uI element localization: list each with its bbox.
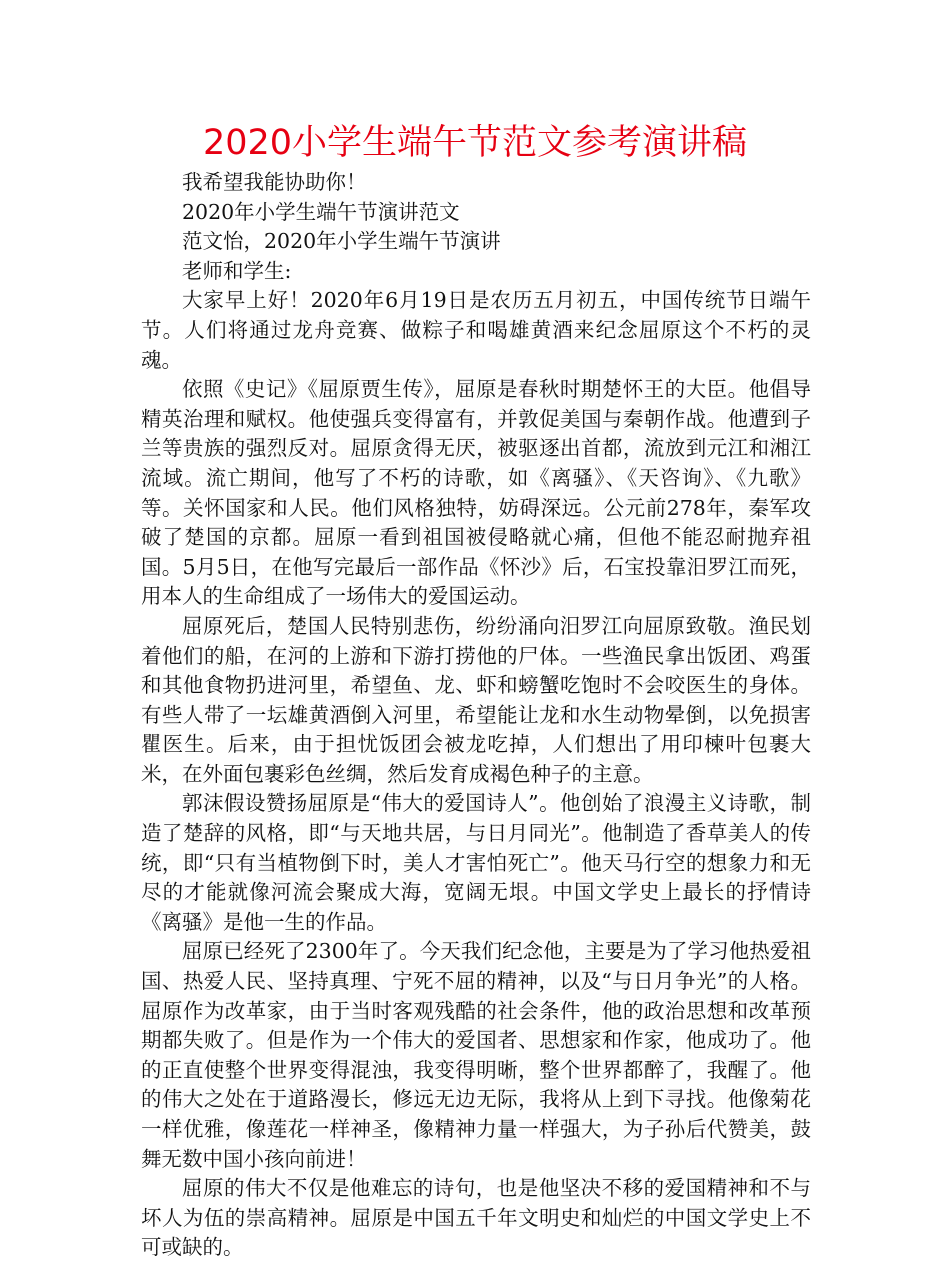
paragraph-heading-1: 2020年小学生端午节演讲范文 [182, 199, 460, 224]
paragraph-praise: 郭沫假设赞扬屈原是“伟大的爱国诗人”。他创始了浪漫主义诗歌，制造了楚辞的风格，即“与天地共居，与日月同光”。他制造了香草美人的传统，即“只有当植物倒下时，美人才害怕死亡”。他天马行空的想象力和无尽的才能就像河流会聚成大海，宽阔无垠。中国文学史上最长的抒情诗《离骚》是他一生的作品。 [141, 791, 811, 934]
paragraph-after-death: 屈原死后，楚国人民特别悲伤，纷纷涌向汨罗江向屈原致敬。渔民划着他们的船，在河的上游和下游打捞他的尸体。一些渔民拿出饭团、鸡蛋和其他食物扔进河里，希望鱼、龙、虾和螃蟹吃饱时不会咬医生的身体。有些人带了一坛雄黄酒倒入河里，希望能让龙和水生动物晕倒，以免损害瞿医生。后来，由于担忧饭团会被龙吃掉，人们想出了用印楝叶包裹大米，在外面包裹彩色丝绸，然后发育成褐色种子的主意。 [141, 613, 811, 786]
document-body [141, 168, 811, 1263]
paragraph-conclusion: 屈原的伟大不仅是他难忘的诗句，也是他坚决不移的爱国精神和不与坏人为伍的崇高精神。屈原是中国五千年文明史和灿烂的中国文学史上不可或缺的。 [141, 1176, 811, 1260]
paragraph-salutation: 老师和学生: [182, 258, 292, 283]
paragraph-commemoration: 屈原已经死了2300年了。今天我们纪念他，主要是为了学习他热爱祖国、热爱人民、坚持真理、宁死不屈的精神，以及“与日月争光”的人格。屈原作为改革家，由于当时客观残酷的社会条件，他的政治思想和改革预期都失败了。但是作为一个伟大的爱国者、思想家和作家，他成功了。他的正直使整个世界变得混浊，我变得明晰，整个世界都醉了，我醒了。他的伟大之处在于道路漫长，修远无边无际，我将从上到下寻找。他像菊花一样优雅，像莲花一样神圣，像精神力量一样强大，为子孙后代赞美，鼓舞无数中国小孩向前进！ [141, 939, 811, 1171]
paragraph-greeting: 我希望我能协助你！ [182, 170, 367, 194]
paragraph-intro: 大家早上好！2020年6月19日是农历五月初五，中国传统节日端午节。人们将通过龙舟竞赛、做粽子和喝雄黄酒来纪念屈原这个不朽的灵魂。 [141, 288, 811, 372]
paragraph-history: 依照《史记》《屈原贾生传》，屈原是春秋时期楚怀王的大臣。他倡导精英治理和赋权。他使强兵变得富有，并敦促美国与秦朝作战。他遭到子兰等贵族的强烈反对。屈原贪得无厌，被驱逐出首都，流放到元江和湘江流域。流亡期间，他写了不朽的诗歌，如《离骚》、《天咨询》、《九歌》等。关怀国家和人民。他们风格独特，妨碍深远。公元前278年，秦军攻破了楚国的京都。屈原一看到祖国被侵略就心痛，但他不能忍耐抛弃祖国。5月5日，在他写完最后一部作品《怀沙》后，石宝投靠汨罗江而死，用本人的生命组成了一场伟大的爱国运动。 [141, 377, 811, 609]
document-title: 2020小学生端午节范文参考演讲稿 [202, 123, 748, 163]
paragraph-heading-2: 范文怡，2020年小学生端午节演讲 [182, 229, 501, 254]
